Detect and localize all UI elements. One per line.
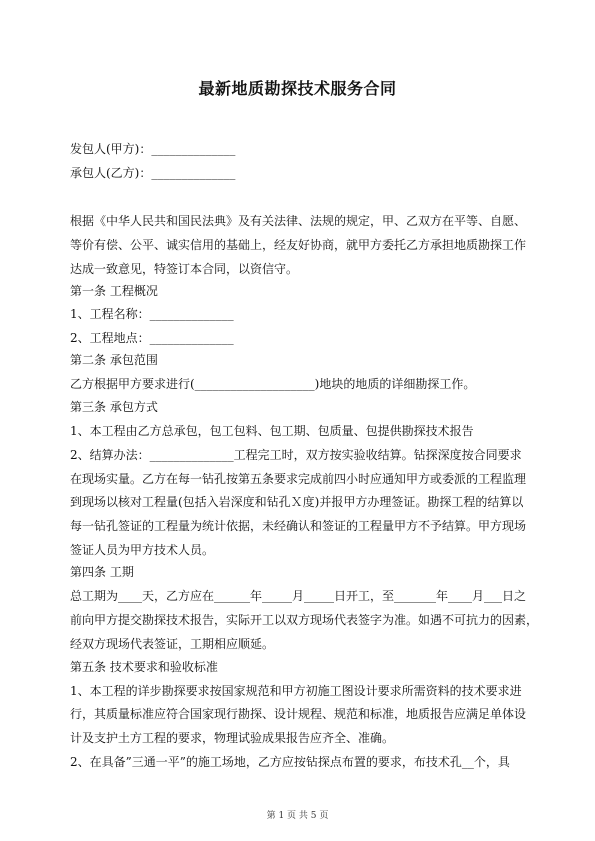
article-5-line: 1、本工程的详步勘探要求按国家规范和甲方初施工图设计要求所需资料的技术要求进	[70, 684, 522, 698]
article-2-text: 乙方根据甲方要求进行(____________________)地块的地质的详细勘探工作。	[70, 377, 476, 391]
article-1-heading: 第一条 工程概况	[70, 284, 158, 298]
article-3-line: 在现场实量。乙方在每一钻孔按第五条要求完成前四小时应通知甲方或委派的工程监理	[70, 472, 527, 486]
article-4-line: 总工期为____天，乙方应在______年_____月_____日开工，至_______年____月___日之	[70, 589, 527, 603]
article-2-heading: 第二条 承包范围	[70, 353, 158, 367]
party-a-field: 发包人(甲方)：______________	[70, 142, 236, 156]
project-name-field: 1、工程名称：______________	[70, 307, 234, 321]
article-3-heading: 第三条 承包方式	[70, 400, 158, 414]
article-4-line: 经双方现场代表签证，工期相应顺延。	[70, 637, 275, 651]
page-number: 第 1 页 共 5 页	[266, 811, 329, 821]
party-b-field: 承包人(乙方)：______________	[70, 166, 236, 180]
article-5-line: 行，其质量标准应符合国家现行勘探、设计规程、规范和标准，地质报告应满足单体设	[70, 707, 527, 721]
article-3-line: 1、本工程由乙方总承包，包工包料、包工期、包质量、包提供勘探技术报告	[70, 424, 474, 438]
preamble-line: 等价有偿、公平、诚实信用的基础上，经友好协商，就甲方委托乙方承担地质勘探工作	[70, 238, 527, 252]
article-3-line: 每一钻孔签证的工程量为统计依据，未经确认和签证的工程量甲方不予结算。甲方现场	[70, 519, 527, 533]
article-5-heading: 第五条 技术要求和验收标准	[70, 660, 218, 674]
article-5-line: 计及支护土方工程的要求，物理试验成果报告应齐全、准确。	[70, 731, 395, 745]
article-5-line: 2、在具备”三通一平”的施工场地，乙方应按钻探点布置的要求，布技术孔__个，具	[70, 755, 510, 769]
preamble-line: 达成一致意见，特签订本合同，以资信守。	[70, 262, 299, 276]
article-3-line: 到现场以核对工程量(包括入岩深度和钻孔Ｘ度)并报甲方办理签证。勘探工程的结算以	[70, 495, 524, 509]
article-3-line: 2、结算办法：______________工程完工时，双方按实验收结算。钻探深度按合同要求	[70, 448, 522, 462]
article-4-heading: 第四条 工期	[70, 565, 134, 579]
article-4-line: 前向甲方提交勘探技术报告，实际开工以双方现场代表签字为准。如遇不可抗力的因素，	[70, 613, 539, 627]
project-location-field: 2、工程地点：______________	[70, 331, 234, 345]
preamble-line: 根据《中华人民共和国民法典》及有关法律、法规的规定，甲、乙双方在平等、自愿、	[70, 214, 527, 228]
document-title: 最新地质勘探技术服务合同	[198, 79, 397, 98]
article-3-line: 签证人员为甲方技术人员。	[70, 543, 215, 557]
